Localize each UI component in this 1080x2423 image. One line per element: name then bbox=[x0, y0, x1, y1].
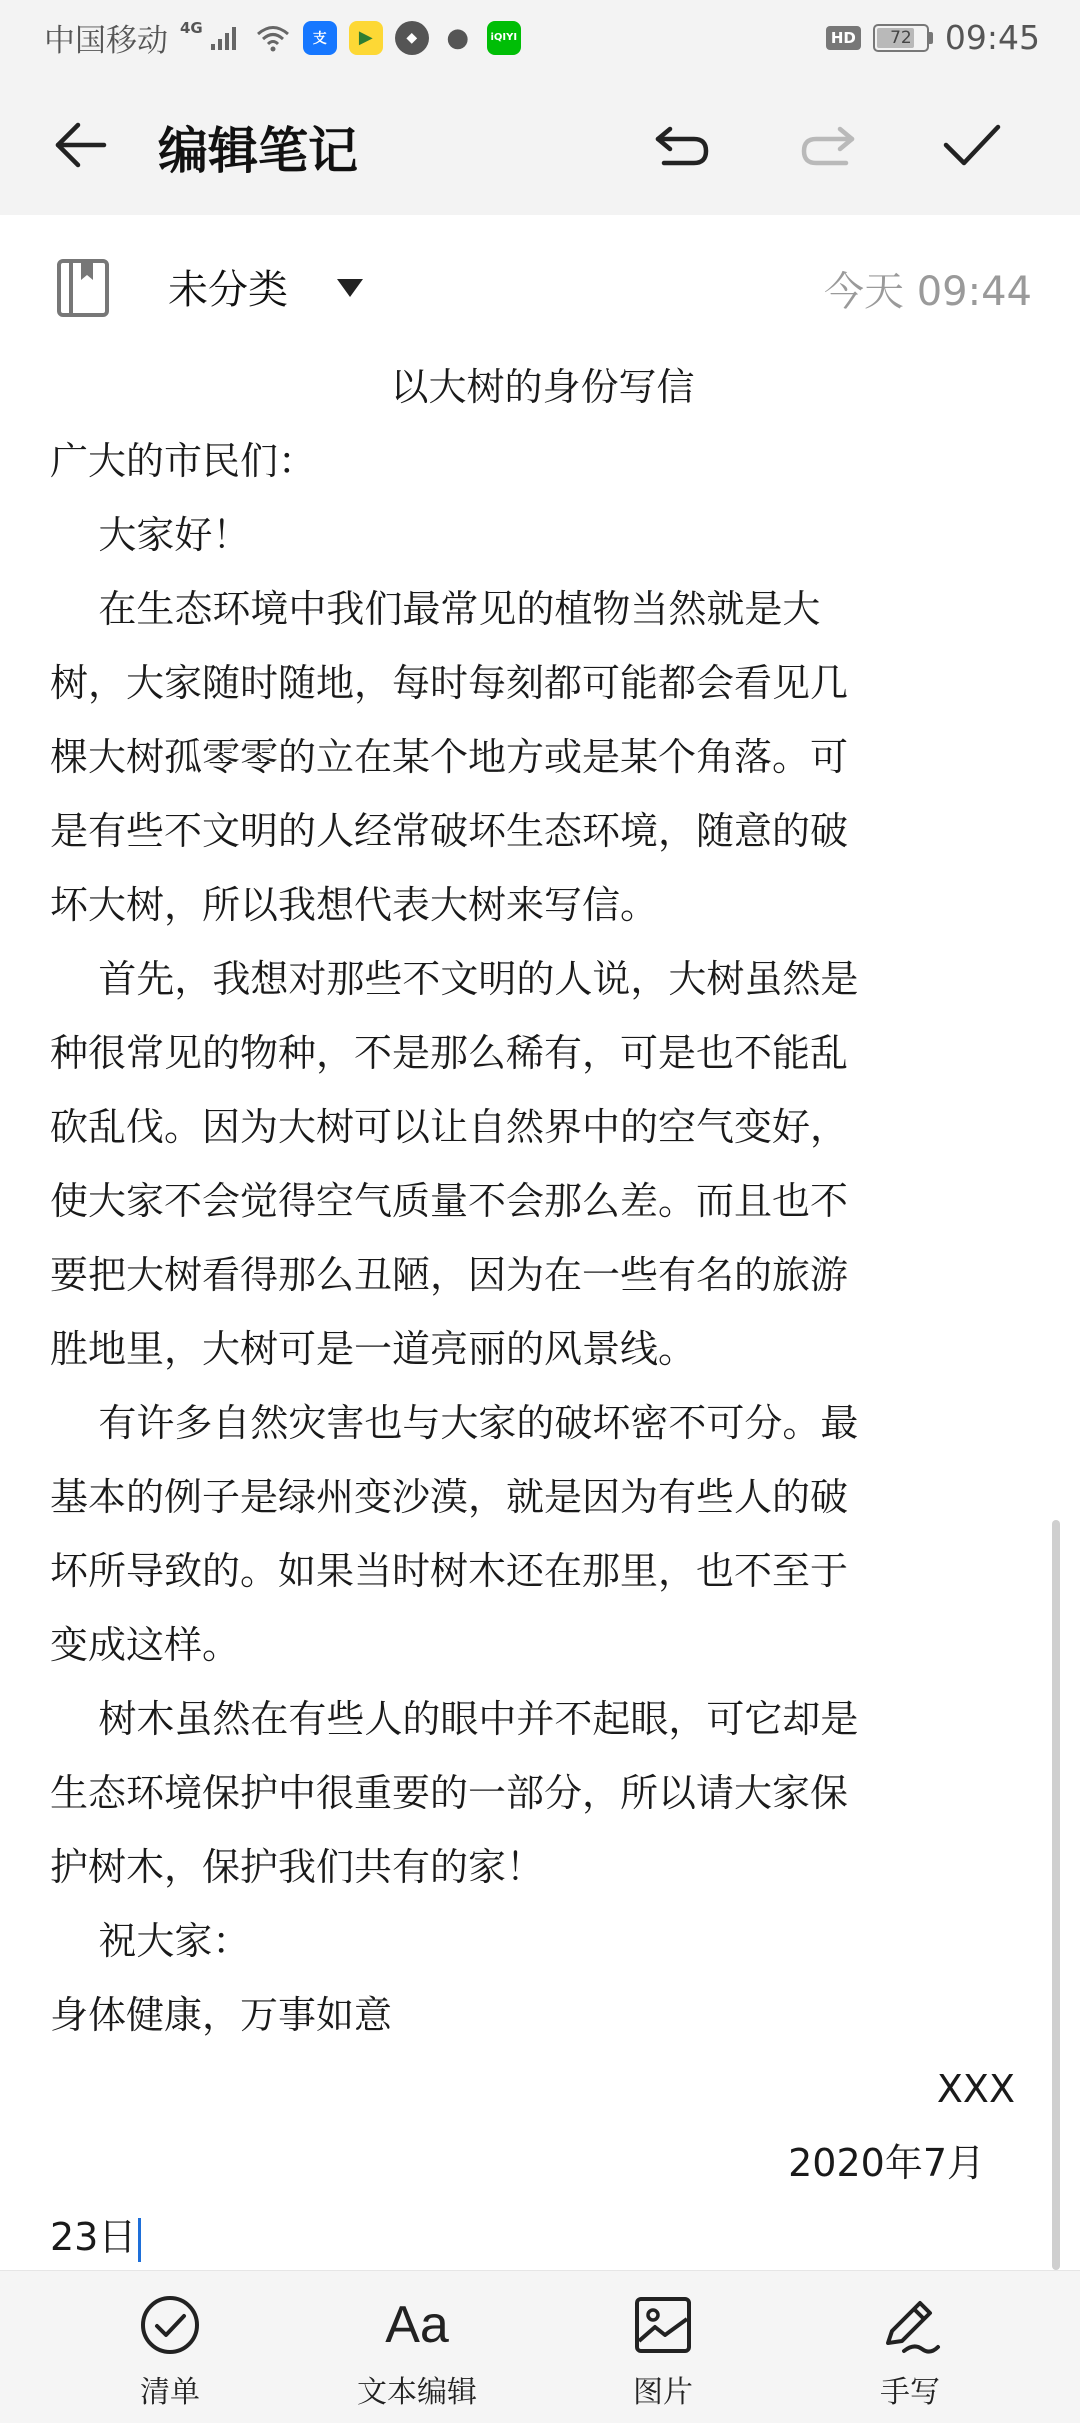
note-date-line: 2020年7月 bbox=[788, 2141, 985, 2185]
note-line: 坏大树，所以我想代表大树来写信。 bbox=[50, 883, 659, 927]
note-line: 砍乱伐。因为大树可以让自然界中的空气变好， bbox=[50, 1105, 849, 1149]
alipay-icon: 支 bbox=[303, 21, 337, 55]
category-selector[interactable]: 未分类 bbox=[168, 267, 288, 313]
image-label: 图片 bbox=[633, 2375, 693, 2410]
status-bar bbox=[0, 0, 1080, 75]
note-line: 变成这样。 bbox=[50, 1623, 241, 1667]
dropdown-triangle-icon[interactable] bbox=[335, 276, 365, 300]
iqiyi-icon: iQIYI bbox=[487, 21, 521, 55]
back-button[interactable] bbox=[45, 110, 115, 180]
bottom-toolbar bbox=[0, 2270, 1080, 2423]
note-line: 棵大树孤零零的立在某个地方或是某个角落。可 bbox=[50, 735, 849, 779]
text-format-icon: Aa bbox=[385, 2296, 449, 2354]
note-line: 树木虽然在有些人的眼中并不起眼，可它却是 bbox=[50, 1697, 859, 1741]
image-button[interactable] bbox=[563, 2291, 763, 2411]
note-text bbox=[50, 424, 1035, 2052]
checklist-icon bbox=[135, 2291, 205, 2359]
note-line: 基本的例子是绿州变沙漠，就是因为有些人的破 bbox=[50, 1475, 849, 1519]
note-line: 首先，我想对那些不文明的人说，大树虽然是 bbox=[50, 957, 859, 1001]
carrier-name: 中国移动 bbox=[44, 23, 168, 59]
hd-icon: HD bbox=[826, 26, 861, 50]
checklist-button[interactable] bbox=[70, 2291, 270, 2411]
note-line: 胜地里，大树可是一道亮丽的风景线。 bbox=[50, 1327, 697, 1371]
save-check-button[interactable] bbox=[937, 110, 1007, 180]
editor-toolbar bbox=[0, 75, 1080, 215]
note-line: 使大家不会觉得空气质量不会那么差。而且也不 bbox=[50, 1179, 849, 1223]
note-line: 是有些不文明的人经常破坏生态环境，随意的破 bbox=[50, 809, 849, 853]
note-date-text: 23日 bbox=[50, 2215, 137, 2259]
play-store-icon: ▶ bbox=[349, 21, 383, 55]
note-date-line-end bbox=[50, 2200, 1035, 2274]
app-notification-icon: ◆ bbox=[395, 21, 429, 55]
page-title: 编辑笔记 bbox=[158, 122, 358, 180]
note-line: 大家好！ bbox=[50, 513, 251, 557]
note-meta-row bbox=[0, 228, 1080, 348]
note-line: 坏所导致的。如果当时树木还在那里，也不至于 bbox=[50, 1549, 849, 1593]
qq-icon: ● bbox=[446, 22, 470, 53]
status-right bbox=[826, 18, 1040, 57]
network-type: 4G bbox=[180, 18, 203, 37]
note-line: 广大的市民们： bbox=[50, 439, 317, 483]
battery-level: 72 bbox=[890, 27, 912, 48]
wifi-icon bbox=[255, 20, 291, 56]
note-line: 种很常见的物种，不是那么稀有，可是也不能乱 bbox=[50, 1031, 849, 1075]
text-format-label: 文本编辑 bbox=[357, 2375, 477, 2410]
note-line: 身体健康，万事如意 bbox=[50, 1993, 393, 2037]
redo-button[interactable] bbox=[793, 110, 863, 180]
note-line: 树，大家随时随地，每时每刻都可能都会看见几 bbox=[50, 661, 849, 705]
back-arrow-icon bbox=[50, 115, 110, 175]
image-icon bbox=[628, 2291, 698, 2359]
handwrite-label: 手写 bbox=[880, 2375, 940, 2410]
check-icon bbox=[940, 115, 1004, 175]
note-line: 生态环境保护中很重要的一部分，所以请大家保 bbox=[50, 1771, 849, 1815]
note-title: 以大树的身份写信 bbox=[390, 365, 695, 409]
note-line: 护树木，保护我们共有的家！ bbox=[50, 1845, 545, 1889]
note-editor[interactable] bbox=[50, 350, 1035, 2274]
status-left bbox=[44, 15, 521, 60]
undo-icon bbox=[650, 115, 714, 175]
checklist-label: 清单 bbox=[140, 2375, 200, 2410]
text-format-button[interactable] bbox=[317, 2291, 517, 2411]
note-line: 祝大家： bbox=[50, 1919, 251, 1963]
pen-icon bbox=[875, 2291, 945, 2359]
note-line: 要把大树看得那么丑陋，因为在一些有名的旅游 bbox=[50, 1253, 849, 1297]
notebook-icon[interactable] bbox=[55, 258, 111, 318]
redo-icon bbox=[796, 115, 860, 175]
signal-icon bbox=[207, 20, 243, 56]
handwrite-button[interactable] bbox=[810, 2291, 1010, 2411]
note-signature: XXX bbox=[936, 2067, 1015, 2111]
note-timestamp: 今天 09:44 bbox=[824, 269, 1032, 315]
note-line: 在生态环境中我们最常见的植物当然就是大 bbox=[50, 587, 821, 631]
note-line: 有许多自然灾害也与大家的破坏密不可分。最 bbox=[50, 1401, 859, 1445]
status-clock: 09:45 bbox=[944, 18, 1040, 57]
undo-button[interactable] bbox=[647, 110, 717, 180]
scrollbar[interactable] bbox=[1052, 1520, 1060, 2270]
text-cursor bbox=[138, 2218, 141, 2262]
battery-icon bbox=[873, 24, 933, 52]
